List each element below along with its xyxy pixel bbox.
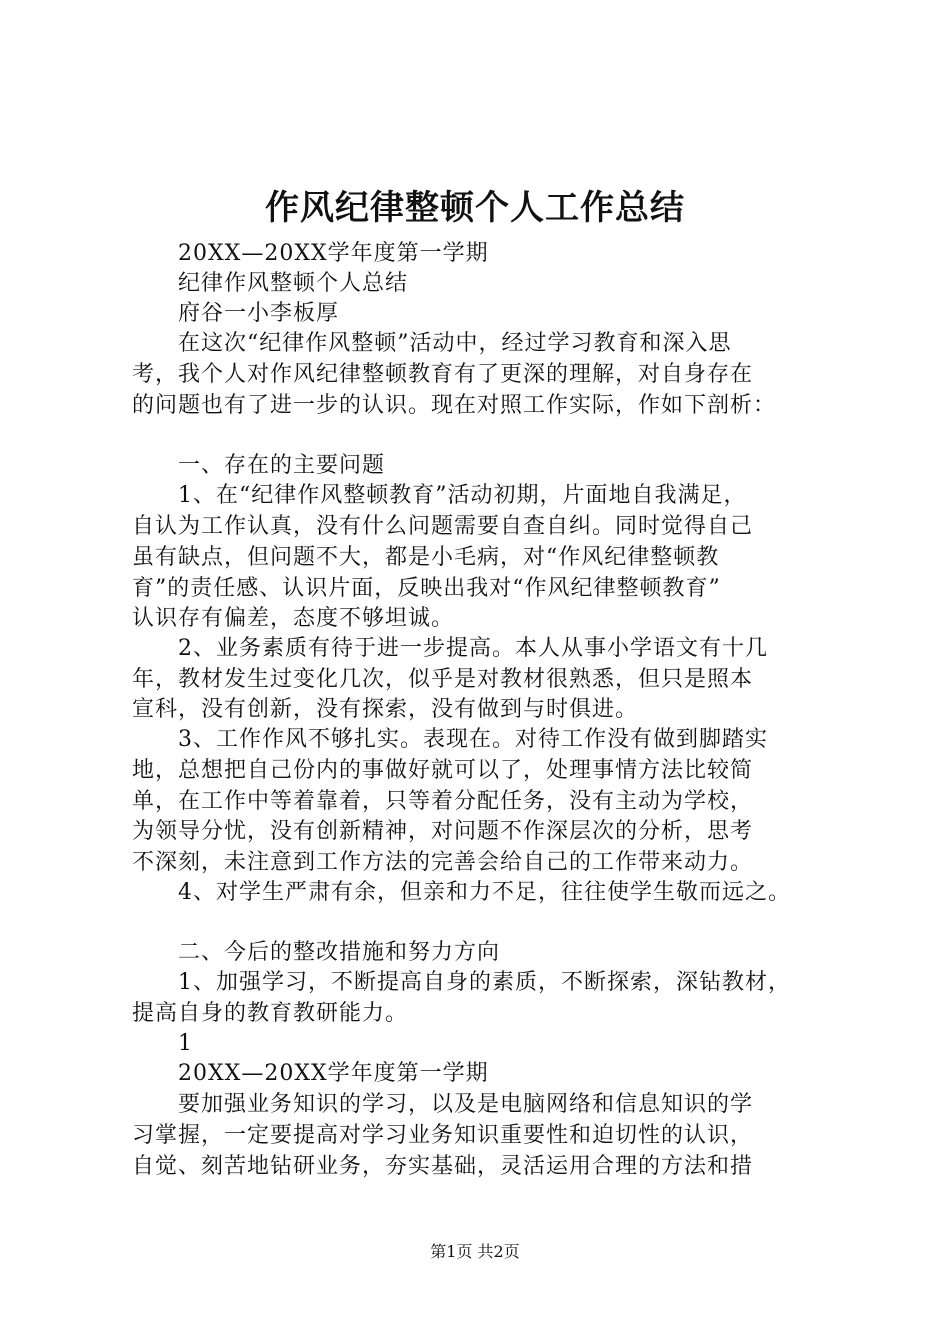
text-line: 1、加强学习，不断提高自身的素质，不断探索，深钻教材， <box>178 970 791 995</box>
text-line: 府谷一小李板厚 <box>178 301 340 326</box>
text-line: 20XX—20XX学年度第一学期 <box>178 1061 489 1086</box>
document-title: 作风纪律整顿个人工作总结 <box>265 188 685 228</box>
text-line: 提高自身的教育教研能力。 <box>132 1001 409 1026</box>
section-heading: 一、存在的主要问题 <box>178 453 386 478</box>
text-line: 考，我个人对作风纪律整顿教育有了更深的理解，对自身存在 <box>132 362 754 387</box>
page-footer: 第1页 共2页 <box>430 1242 520 1261</box>
text-line: 自认为工作认真，没有什么问题需要自查自纠。同时觉得自己 <box>132 514 754 539</box>
section-heading: 二、今后的整改措施和努力方向 <box>178 940 501 965</box>
text-line: 年，教材发生过变化几次，似乎是对教材很熟悉，但只是照本 <box>132 667 754 692</box>
text-line: 育”的责任感、认识片面，反映出我对“作风纪律整顿教育” <box>132 576 721 601</box>
text-line: 不深刻，未注意到工作方法的完善会给自己的工作带来动力。 <box>132 850 754 875</box>
text-line: 20XX—20XX学年度第一学期 <box>178 241 489 266</box>
text-line: 要加强业务知识的学习，以及是电脑网络和信息知识的学 <box>178 1092 754 1117</box>
text-line: 3、工作作风不够扎实。表现在。对待工作没有做到脚踏实 <box>178 727 768 752</box>
text-line: 地，总想把自己份内的事做好就可以了，处理事情方法比较简 <box>132 758 754 783</box>
text-line: 纪律作风整顿个人总结 <box>178 271 409 296</box>
text-line: 习掌握，一定要提高对学习业务知识重要性和迫切性的认识， <box>132 1123 754 1148</box>
text-line: 在这次“纪律作风整顿”活动中，经过学习教育和深入思 <box>178 331 732 356</box>
text-line: 虽有缺点，但问题不大，都是小毛病，对“作风纪律整顿教 <box>132 545 720 570</box>
text-line: 单，在工作中等着靠着，只等着分配任务，没有主动为学校， <box>132 789 754 814</box>
text-line: 自觉、刻苦地钻研业务，夯实基础，灵活运用合理的方法和措 <box>132 1154 754 1179</box>
text-line: 为领导分忧，没有创新精神，对问题不作深层次的分析，思考 <box>132 819 754 844</box>
page-number-marker: 1 <box>178 1031 193 1056</box>
text-line: 认识存有偏差，态度不够坦诚。 <box>132 606 455 631</box>
text-line: 2、业务素质有待于进一步提高。本人从事小学语文有十几 <box>178 636 768 661</box>
text-line: 1、在“纪律作风整顿教育”活动初期，片面地自我满足， <box>178 483 747 508</box>
text-line: 的问题也有了进一步的认识。现在对照工作实际，作如下剖析： <box>132 393 777 418</box>
text-line: 4、对学生严肃有余，但亲和力不足，往往使学生敬而远之。 <box>178 880 791 905</box>
text-line: 宣科，没有创新，没有探索，没有做到与时俱进。 <box>132 697 639 722</box>
